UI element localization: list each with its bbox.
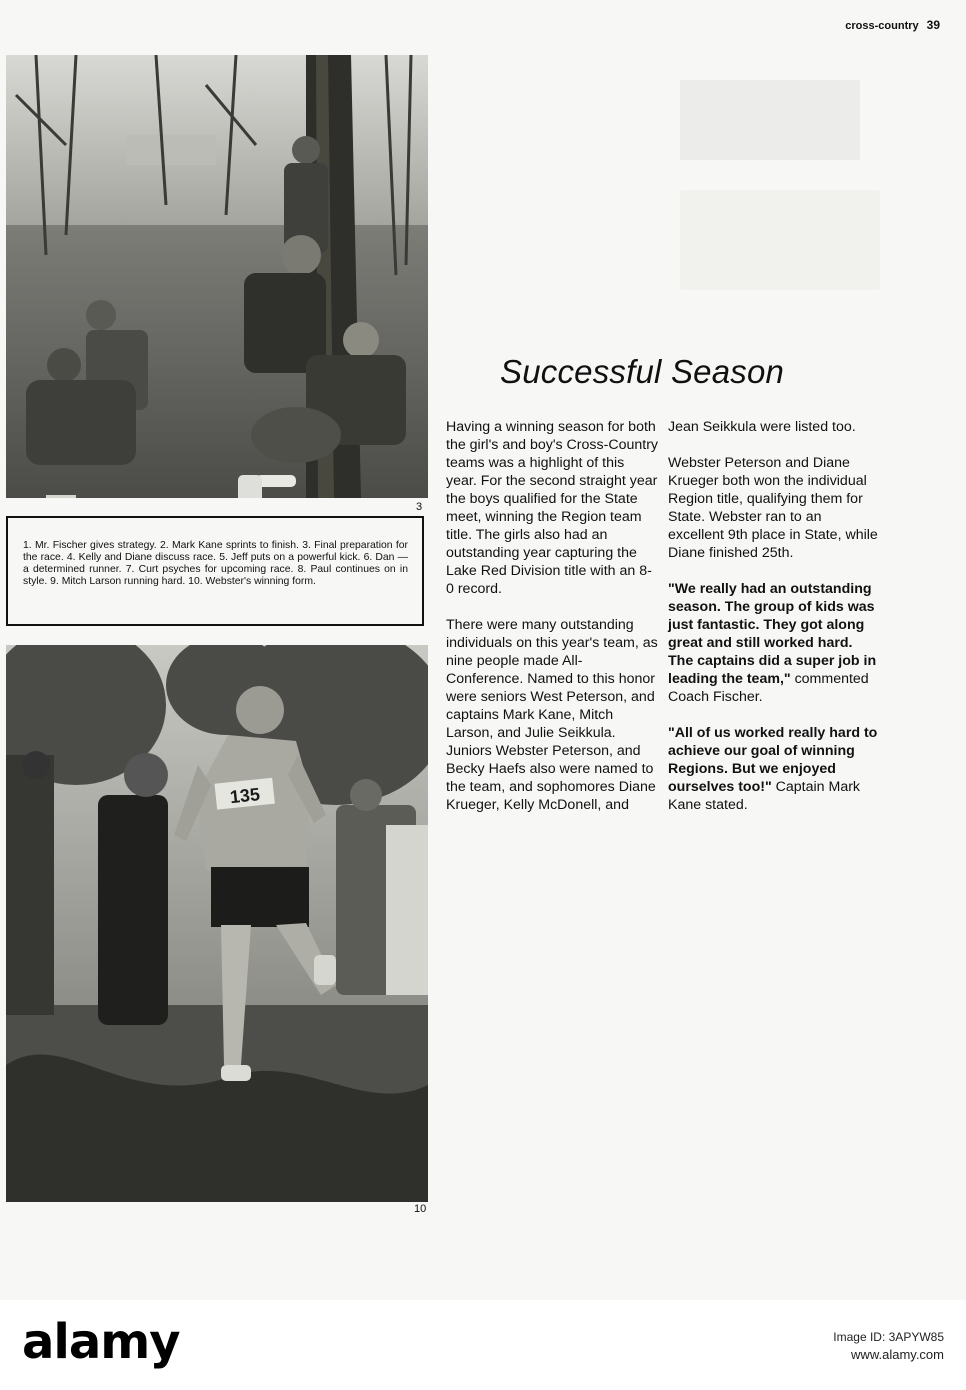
show-through-mark [680, 80, 860, 160]
article-paragraph: Having a winning season for both the girl's and boy's Cross-Country teams was a highlight of this year. For the second straight year the boys qualified for the State meet, winning the Region team title. The girls also had an outstanding year capturing the Lake Red Division title with an 8-0 record. [446, 419, 659, 597]
quote-attribution: commented Coach Fischer. [668, 671, 869, 705]
running-head [845, 18, 940, 32]
article-paragraph: There were many outstanding individuals on this year's team, as nine people made All-Conference. Named to this honor were seniors West Peterson, and captains Mark Kane, Mitch Larson, and Julie Seikkula. Juniors Webster Peterson, and Becky Haefs also were named to the team, and sophomores Diane Krueger, Kelly McDonell, and [446, 617, 658, 813]
bib-number-text: 135 [228, 784, 261, 808]
photo-team-preparing-image [6, 55, 428, 498]
quote-paragraph [668, 580, 880, 706]
footer-meta [833, 1328, 944, 1364]
article-paragraph: Webster Peterson and Diane Krueger both won the individual Region title, qualifying them for State. Webster ran to an excellent 9th place in State, while Diane finished 25th. [668, 455, 878, 561]
article-headline: Successful Season [500, 353, 785, 390]
quote-paragraph [668, 724, 880, 814]
photo-team-preparing [6, 55, 428, 498]
captain-quote: "All of us worked really hard to achieve our goal of winning Regions. But we enjoyed ourselves too!" [668, 725, 878, 795]
coach-quote: "We really had an outstanding season. The group of kids was just fantastic. They got along great and still worked hard. The captains did a super job in leading the team," [668, 581, 877, 687]
article-paragraph: Jean Seikkula were listed too. [668, 419, 856, 435]
photo-runner-image [6, 645, 428, 1202]
article-column-left [446, 418, 658, 832]
photo-number-10: 10 [414, 1203, 427, 1215]
page-number: 39 [926, 18, 940, 32]
stock-footer [0, 1300, 966, 1390]
image-id: Image ID: 3APYW85 [833, 1330, 944, 1344]
article-column-right [668, 418, 880, 832]
section-label: cross-country [845, 20, 919, 32]
quote-attribution: Captain Mark Kane stated. [668, 779, 861, 813]
photo-runner [6, 645, 428, 1202]
photo-caption-box: 1. Mr. Fischer gives strategy. 2. Mark Kane sprints to finish. 3. Final preparation for the race. 4. Kelly and Diane discuss race. 5. Jeff puts on a powerful kick. 6. Dan — a determined runner. 7. Curt psyches for upcoming race. 8. Paul continues on in style. 9. Mitch Larson running hard. 10. Webster's winning form. [6, 516, 424, 626]
alamy-logo: alamy [22, 1314, 180, 1370]
photo-number-3: 3 [416, 501, 423, 513]
show-through-mark [680, 190, 880, 290]
site-url: www.alamy.com [851, 1347, 944, 1362]
